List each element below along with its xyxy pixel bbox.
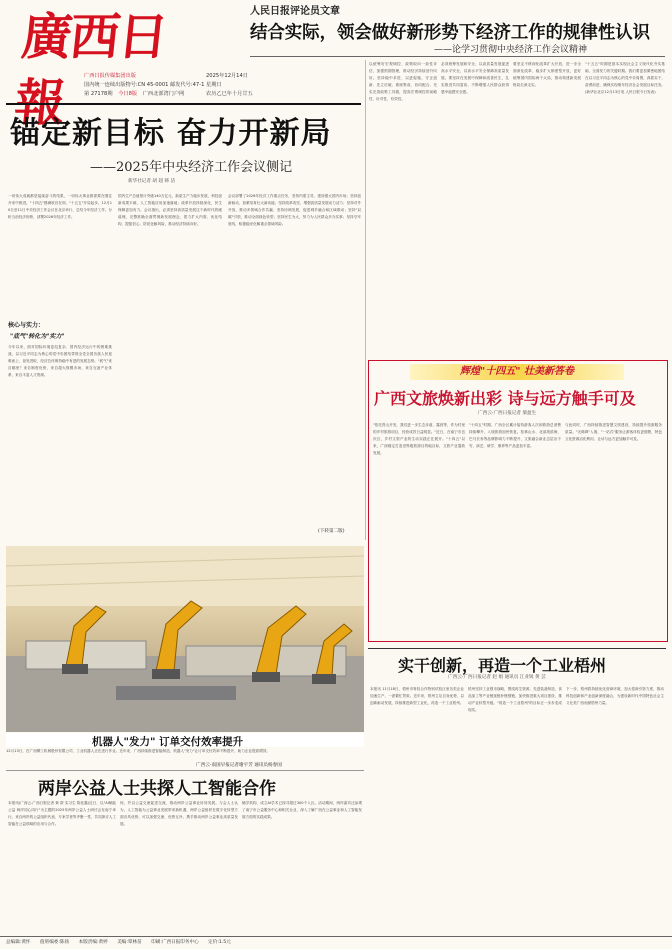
top-story-subtitle: ——论学习贯彻中央经济工作会议精神 <box>434 45 588 55</box>
feature-col3: 与此同时，广西持续推进智慧文旅建设，持续提升旅游服务质量。"无障碍"入境、"一站式"服务让游客体验更便捷，特色文化资源活化利用，让诗与远方更加触手可及。 <box>565 423 662 441</box>
top-story-col1: 以统筹好宏观调控、政策取向一致性评估，加强预期管理，推动经济持续回升向好。坚持稳中求进、以进促稳，守正创新、先立后破，系统集成、协同配合，充实完善政策工具箱，提高宏观调控的前瞻性、针对性、有效性。 <box>369 62 437 101</box>
photo-caption-text: 12月13日，在广西柳工机械股份有限公司，工业机器人正在进行作业。近年来，广西持续推进智能制造，机器人"发力"让订单交付效率不断提升，助力企业提质增效。 <box>6 749 271 753</box>
lead-byline: 新华社记者 胡 超 韩 洁 <box>128 179 176 184</box>
cn-number: 国内统一连续出版物号:CN 45-0001 邮发代号:47-1 <box>84 82 205 88</box>
lead-sub-heading-1: 核心与实力： <box>8 322 45 329</box>
footer-price: 定价:1.5元 <box>208 940 231 945</box>
top-story-kicker: 人民日报评论员文章 <box>250 6 340 17</box>
issue-number: 第 27178期 今日8版 广西北部湾门户网 <box>84 91 185 97</box>
feature-byline: 广西云-广西日报记者 梁盈生 <box>478 411 537 416</box>
wuzhou-col3: 下一步，梧州将持续优化营商环境，加大招商引资力度，推动科技创新和产业创新深度融合，为建设新时代中国特色社会主义壮美广西贡献梧州力量。 <box>566 687 664 705</box>
issue-date: 2025年12月14日 <box>206 73 248 79</box>
photo-caption-title: 机器人"发力" 订单交付效率提升 <box>92 736 244 748</box>
lead-sub-heading-2: "底气"转化为"实力" <box>10 333 65 340</box>
lead-col1-a: 一切伟大成就都是接续奋斗的结果，一切伟大事业都需要在继往开来中推进。"十四五"圆满收官在即，"十五五"开局起步。12月10日至11日中央经济工作会议在北京举行，总结今年经济工作，分析当前经济形势，部署2026年经济工作。 <box>8 194 112 219</box>
wuzhou-col2: 梧州坚持工业强市战略，围绕再生资源、先进装备制造、食品加工等产业链延链补链强链，加快推进重大项目建设，推动产业转型升级。"再造一个工业梧州"的目标正一步步变成现实。 <box>468 687 562 712</box>
feature-title[interactable]: 广西文旅焕新出彩 诗与远方触手可及 <box>374 389 636 408</box>
issue-weekday: 星期日 <box>206 82 222 88</box>
cross-strait-title[interactable]: 两岸公益人士共探人工智能合作 <box>38 779 276 799</box>
wuzhou-byline: 广西云-广西日报记者 赵 娟 通讯员 江业锐 黄 芸 <box>448 675 546 680</box>
top-story-col2: 必须统筹发展和安全，以高质量发展促进高水平安全，以高水平安全保障高质量发展。要坚持在发展中保障和改善民生，扎实推进共同富裕，不断增强人民群众获得感幸福感安全感。 <box>441 62 509 94</box>
wuzhou-title[interactable]: 实干创新，再造一个工业梧州 <box>398 656 607 675</box>
cross-strait-col1: 本报讯(广西云-广西日报记者 黄 群 实习生 陈佳鑫)近日，以"AI赋能公益 两岸同心同行"为主题的2025年两岸公益人士研讨会在南宁举行。来自两岸的公益组织代表、专家学者等齐聚一堂，共同探讨人工智能在公益领域的应用与合作。 <box>8 801 116 826</box>
lead-col1-b: 今年以来，面对国际环境更趋复杂、国内经济运行中的困难挑战，以习近平同志为核心的党中央团结带领全党全国各族人民迎难而上、奋发进取，经济总体保持稳中有进的发展态势。"底气"来自哪里？来自制度优势，来自超大规模市场，来自完备产业体系，来自丰富人才资源。 <box>8 345 112 377</box>
footer <box>6 939 239 945</box>
footer-printer: 印刷:广西日报印务中心 <box>151 940 199 945</box>
wuzhou-col1: 本报讯 11月18日，梧州市粤桂合作特别试验区里各类企业加速生产，一派繁忙景象。近年来，梧州立足自身优势，以创新驱动发展，持续推进新型工业化，再造一个工业梧州。 <box>370 687 464 705</box>
footer-page-editor: 本版责编:黄婷 <box>78 940 108 945</box>
cross-strait-col3: 辅学机构、成立AI学术已探寻超过300个入区。活动期间，两岸嘉宾还参观了南宁市公益服务中心和相关企业，深入了解广西在公益事业和人工智能发展方面的实践成果。 <box>242 801 362 819</box>
lead-col3: 会议部署了2026年经济工作重点任务，坚持内需主导，建设强大国内市场；坚持创新驱动，加紧培育壮大新动能；坚持改革攻坚，增强高质量发展动力活力；坚持对外开放，推动多领域合作共赢；坚持协调发展，促进城乡融合和区域联动；坚持"双碳"引领，推动全面绿色转型；坚持民生为大，努力为人民群众多办实事；坚持守牢底线，积极稳妥化解重点领域风险。 <box>228 194 361 226</box>
robot-factory-photo <box>6 546 364 732</box>
lead-subtitle: ——2025年中央经济工作会议侧记 <box>90 160 293 175</box>
masthead-logo: 廣西日報 <box>12 7 170 132</box>
feature-col1: "依托青山开发，我们进一步生态步道、露营等，作为村里的乡村旅游项目，经营成效日益明显。"近日，在南宁市良庆区，乡村文旅产业的生动实践正在展开。"十四五"以来，广西锚定打造世界级旅游目的地目标，文旅产业蓬勃发展。 <box>373 423 465 455</box>
top-story-title[interactable]: 结合实际，领会做好新形势下经济工作的规律性认识 <box>250 23 650 43</box>
footer-designer: 美编:覃林苗 <box>117 940 142 945</box>
date-block <box>206 72 253 99</box>
publisher: 广西日报传媒集团出版 <box>84 73 136 79</box>
feature-banner-text: 辉煌"十四五" 壮美新答卷 <box>460 366 574 377</box>
continued-note: (下转第二版) <box>318 529 345 534</box>
footer-editor: 总编辑:黄怀 <box>6 940 31 945</box>
lead-col2: 国内生产总值预计突破140万亿元，新质生产力稳步发展，科技创新成果丰硕，人工智能应用加速落地；改革开放持续深化，民生保障更加有力。会议指出，必须坚持高质量发展这个新时代的硬道理，完整准确全面贯彻新发展理念，着力扩大内需、优化结构、提振信心、防范化解风险，推动经济持续向好。 <box>118 194 222 226</box>
lead-title[interactable]: 锚定新目标 奋力开新局 <box>10 116 332 151</box>
footer-duty-editor: 值班编委:陈扬 <box>40 940 70 945</box>
top-story-col3: 要坚定不移深化改革扩大开放，进一步全面深化改革，稳步扩大制度型开放，更好统筹国内国际两个大局，推动构建新发展格局走深走实。 <box>513 62 581 87</box>
factory-illustration <box>6 546 364 732</box>
photo-credit: 广西云-南国早报记者谢宇芳 通讯员杨春国 <box>196 763 282 768</box>
masthead-info <box>84 72 204 99</box>
cross-strait-col2: 何，并以公益交流促进交流，推动两岸公益事业协同发展。与会人士认为，人工智能为公益事业发展带来新机遇，两岸公益组织在数字化转型方面各具优势，可以加强交流、优势互补，携手推动两岸公益事业高质量发展。 <box>120 801 238 826</box>
feature-col2: "十四五"时期，广西全区累计接待游客人次和旅游总消费持续攀升，入境旅游加快恢复。桂林山水、北部湾滨海、巴马长寿等品牌影响力不断提升，文旅融合新业态层出不穷，演艺、研学、康养等产品更加丰富。 <box>469 423 561 448</box>
lunar-date: 农历乙巳年十月廿五 <box>206 91 253 97</box>
feature-banner <box>410 364 624 380</box>
top-story-col4: "十五五"时期是基本实现社会主义现代化夯实基础、全面发力的关键时期。我们要更加紧密地团结在以习近平同志为核心的党中央周围，真抓实干，奋勇前进，确保实现明年经济社会发展目标任务。(新华社北京12月13日电 人民日报今日发表) <box>585 62 665 94</box>
